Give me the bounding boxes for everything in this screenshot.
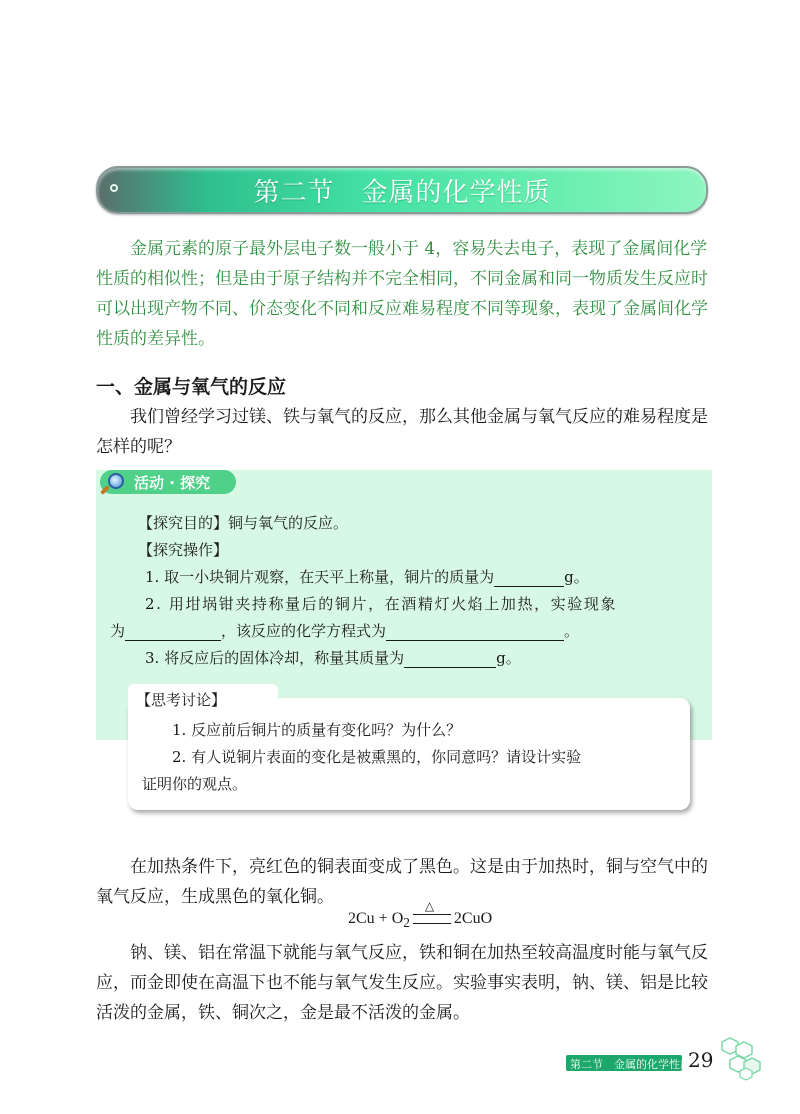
activity-step-3 [145,648,521,668]
activity-step-2-cont [110,621,579,641]
step3-text: 3. 将反应后的固体冷却，称量其质量为 [145,649,405,667]
hexagon-decoration-icon [718,1036,764,1082]
equation-product: 2CuO [453,910,493,927]
step1-unit: g。 [564,568,589,586]
discussion-question-2: 2. 有人说铜片表面的变化是被熏黑的，你同意吗？请设计实验 [172,748,582,766]
section-heading: 一、金属与氧气的反应 [96,376,287,398]
blank-equation [386,624,564,641]
magnifier-icon [108,473,124,489]
activity-step-2: 2. 用坩埚钳夹持称量后的铜片，在酒精灯火焰上加热，实验现象 [145,595,618,613]
section-title-banner [96,166,708,214]
activity-label: 活动 · 探究 [134,474,211,492]
discussion-question-2-cont: 证明你的观点。 [142,775,248,793]
chemical-equation [348,899,493,931]
step2-lead: 为 [110,622,126,640]
step2-mid: ，该反应的化学方程式为 [221,622,387,640]
equation-reactants: 2Cu + O [348,910,404,927]
activity-operation-heading: 【探究操作】 [138,541,229,559]
step2-end: 。 [564,622,580,640]
step3-unit: g。 [496,649,521,667]
paragraph-copper-reaction: 在加热条件下，亮红色的铜表面变成了黑色。这是由于加热时，铜与空气中的氧气反应，生成黑色的氧化铜。 [96,857,708,907]
discussion-question-1: 1. 反应前后铜片的质量有变化吗？为什么？ [172,721,462,739]
step1-text: 1. 取一小块铜片观察，在天平上称量，铜片的质量为 [145,568,495,586]
blank-final-mass [404,651,496,668]
discussion-label: 【思考讨论】 [136,691,227,709]
blank-phenomenon [125,624,221,641]
intro-paragraph: 金属元素的原子最外层电子数一般小于 4，容易失去电子，表现了金属间化学性质的相似性；但是由于原子结构并不完全相同，不同金属和同一物质发生反应时可以出现产物不同、价态变化不同和反应难易程度不同等现象，表现了金属间化学性质的差异性。 [96,239,708,349]
equation-subscript: 2 [403,915,410,931]
paragraph-conclusion: 钠、镁、铝在常温下就能与氧气反应，铁和铜在加热至较高温度时能与氧气反应，而金即使在高温下也不能与氧气发生反应。实验事实表明，钠、镁、铝是比较活泼的金属，铁、铜次之，金是最不活泼的金属。 [96,943,708,1023]
paragraph-question: 我们曾经学习过镁、铁与氧气的反应，那么其他金属与氧气反应的难易程度是怎样的呢？ [96,407,708,457]
footer-section-title: 第二节 金属的化学性质 [570,1058,691,1071]
heat-condition-icon: △ [424,899,435,914]
page-number: 29 [688,1048,714,1072]
activity-purpose: 【探究目的】铜与氧气的反应。 [138,514,349,532]
activity-step-1 [145,567,589,587]
equation-equals-sign [413,899,451,924]
section-title: 第二节 金属的化学性质 [253,178,551,208]
blank-mass [494,570,564,587]
